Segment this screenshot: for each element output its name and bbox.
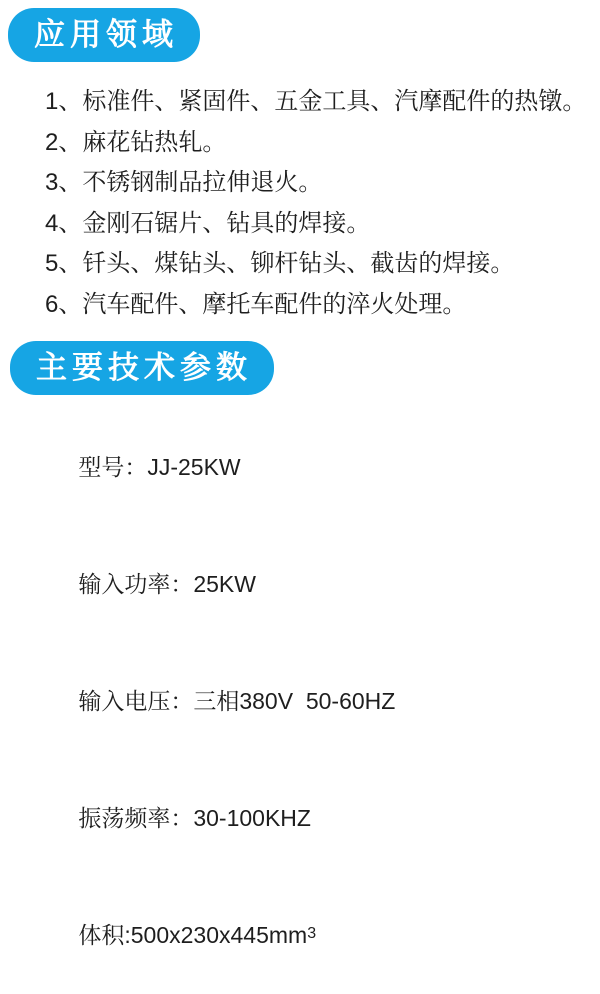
cubic-exponent: 3	[307, 925, 317, 942]
technical-parameters-banner: 主要技术参数	[10, 341, 274, 395]
spec-label: 体积:	[78, 922, 131, 948]
application-areas-banner: 应用领域	[8, 8, 200, 62]
application-item: 1、标准件、紧固件、五金工具、汽摩配件的热镦。	[45, 88, 587, 115]
spec-value: 500x230x445mm	[130, 922, 308, 948]
application-item: 3、不锈钢制品拉伸退火。	[45, 169, 323, 196]
spec-row-input-power	[40, 526, 600, 643]
spec-label: 输入功率：	[78, 571, 194, 597]
spec-label: 型号：	[78, 454, 148, 480]
application-item: 5、钎头、煤钻头、铆杆钻头、截齿的焊接。	[45, 250, 515, 277]
application-item: 6、汽车配件、摩托车配件的淬火处理。	[45, 290, 467, 318]
spec-row-model	[40, 409, 600, 526]
spec-row-input-voltage	[40, 643, 600, 760]
application-item: 2、麻花钻热轧。	[45, 128, 227, 156]
spec-value: 25KW	[193, 571, 256, 597]
spec-row-oscillation-frequency	[40, 760, 600, 877]
spec-row-volume	[40, 877, 600, 994]
spec-value: JJ-25KW	[147, 454, 241, 480]
spec-value: 30-100KHZ	[193, 805, 311, 831]
application-item: 4、金刚石锯片、钻具的焊接。	[45, 209, 371, 237]
spec-label: 振荡频率：	[78, 805, 194, 831]
spec-value: 三相380V 50-60HZ	[193, 688, 396, 714]
spec-list	[40, 409, 600, 994]
application-list	[45, 82, 600, 325]
spec-label: 输入电压：	[78, 688, 194, 714]
